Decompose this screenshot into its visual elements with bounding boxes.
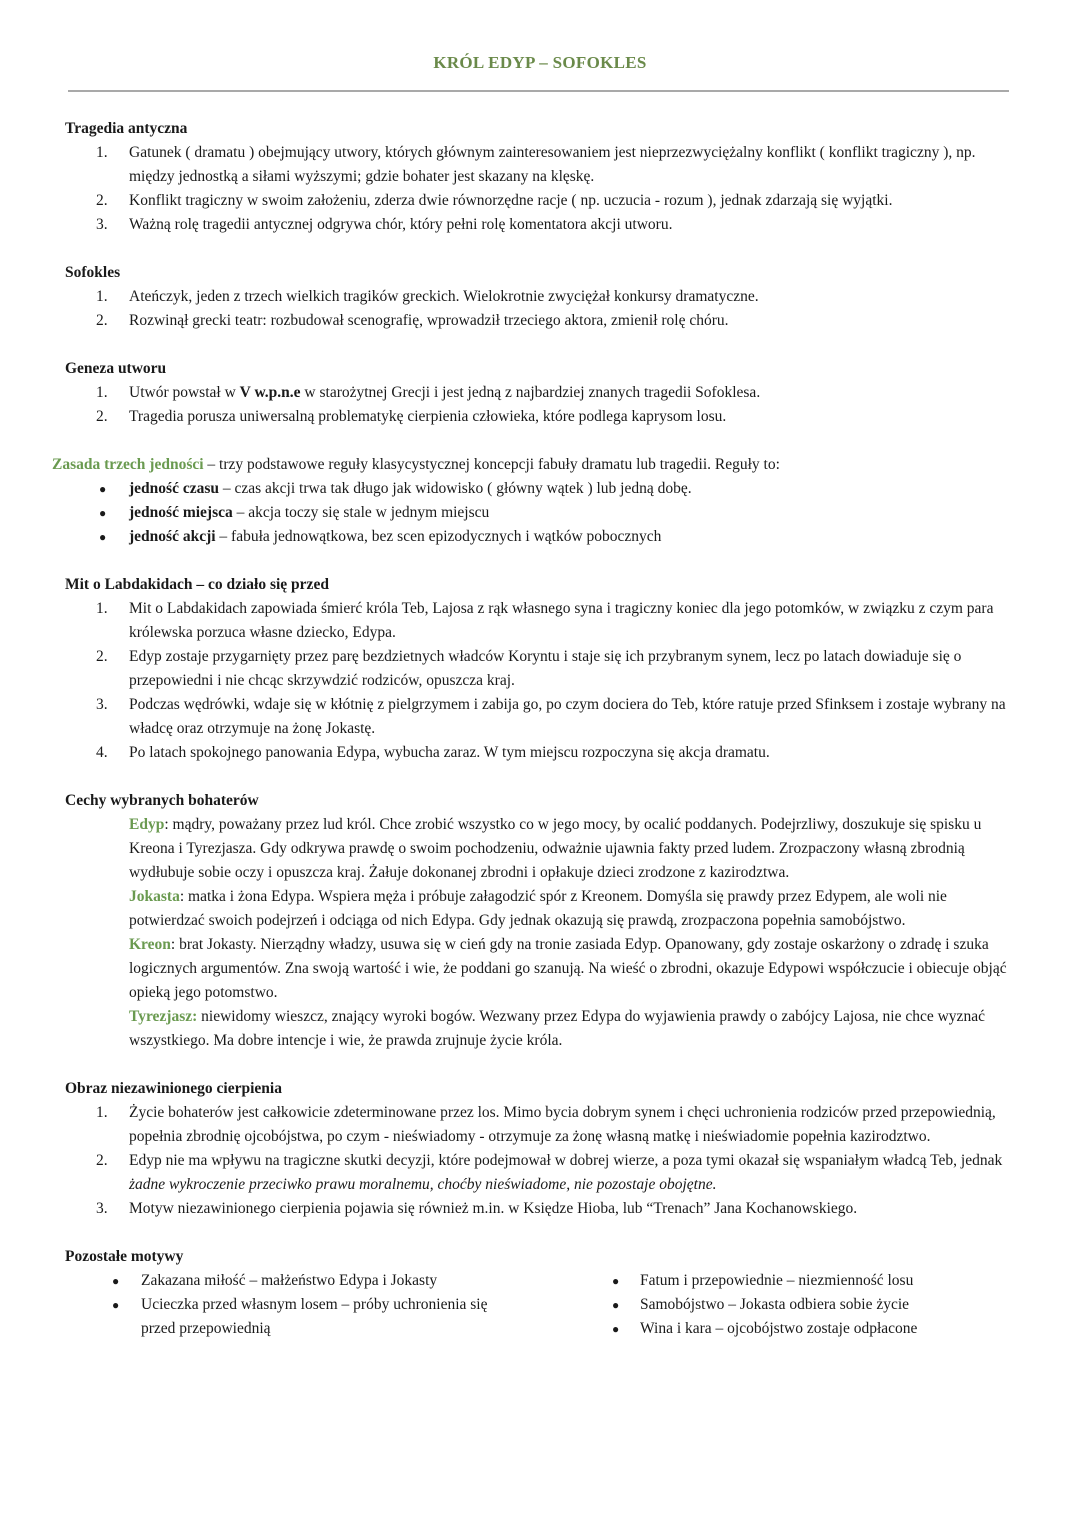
list-item: ● Samobójstwo – Jokasta odbiera sobie życie xyxy=(612,1296,910,1313)
list-item: ● jedność czasu – czas akcji trwa tak długo jak widowisko ( główny wątek ) lub jedną dobę. xyxy=(99,480,692,497)
list-item: ● jedność akcji – fabuła jednowątkowa, bez scen epizodycznych i wątków pobocznych xyxy=(99,528,662,545)
list-item: ● Ucieczka przed własnym losem – próby uchronienia się przed przepowiednią xyxy=(112,1296,488,1337)
list-item: 1. Gatunek ( dramatu ) obejmujący utwory, których głównym zainteresowaniem jest nieprzezwyciężalny konflikt ( konflikt tragiczny ), np. między jednostką a siłami wyższymi; gdzie bohater jest skazany na klęskę. xyxy=(96,144,976,185)
character-edyp: Edyp: mądry, poważany przez lud król. Chce zrobić wszystko co w jego mocy, by ocalić poddanych. Podejrzliwy, doszukuje się spisku u Kreona i Tyrezjasza. Gdy odkrywa prawdę o swoim pochodzeniu, odważnie ujawnia fakty przed ludem. Zrozpaczony własną zbrodnią wydłubuje sobie oczy i opuszcza kraj. Żałuje dokonanej zbrodni i opłakuje dzieci zrodzone z kazirodztwa. xyxy=(129,816,982,881)
character-kreon: Kreon: brat Jokasty. Nierządny władzy, usuwa się w cień gdy na tronie zasiada Edyp. Opanowany, gdy zostaje oskarżony o zdradę i szuka logicznych argumentów. Zna swoją wartość i wie, że poddani go szanują. Na wieść o zbrodni, okazuje Edypowi współczucie i obiecuje objąć opieką jego potomstwo. xyxy=(129,936,1007,1001)
section-geneza xyxy=(0,357,1080,429)
list-item: 1. Utwór powstał w V w.p.n.e w starożytnej Grecji i jest jedną z najbardziej znanych tragedii Sofoklesa. xyxy=(96,384,761,401)
list-item: ● jedność miejsca – akcja toczy się stale w jednym miejscu xyxy=(99,504,490,521)
section-heading: Cechy wybranych bohaterów xyxy=(65,792,259,809)
section-heading: Tragedia antyczna xyxy=(65,120,188,137)
section-sofokles xyxy=(0,261,1080,333)
list-item: 1. Ateńczyk, jeden z trzech wielkich tragików greckich. Wielokrotnie zwyciężał konkursy dramatyczne. xyxy=(96,288,759,305)
list-item: 2. Edyp zostaje przygarnięty przez parę bezdzietnych władców Koryntu i staje się ich przybranym synem, lecz po latach dowiaduje się o przepowiedni i nie chcąc skrzywdzić rodziców, opuszcza kraj. xyxy=(96,648,962,689)
list-item: 2. Tragedia porusza uniwersalną problematykę cierpienia człowieka, które podlega kaprysom losu. xyxy=(96,408,727,425)
motywy-left-column xyxy=(0,1269,500,1341)
list-item: ● Zakazana miłość – małżeństwo Edypa i Jokasty xyxy=(112,1272,438,1289)
list-item: 2. Edyp nie ma wpływu na tragiczne skutki decyzji, które podejmował w dobrej wierze, a poza tymi okazał się wspaniałym władcą Teb, jednak żadne wykroczenie przeciwko prawu moralnemu, choćby nieświadome, nie pozostaje obojętne. xyxy=(96,1152,1003,1193)
section-heading: Mit o Labdakidach – co działo się przed xyxy=(65,576,329,593)
section-cechy xyxy=(0,789,1080,1053)
list-item: ● Wina i kara – ojcobójstwo zostaje odpłacone xyxy=(612,1320,918,1337)
list-item: 3. Podczas wędrówki, wdaje się w kłótnię z pielgrzymem i zabija go, po czym dociera do Teb, które ratuje przed Sfinksem i zostaje wybrany na władcę oraz otrzymuje na żonę Jokastę. xyxy=(96,696,1006,737)
section-zasada xyxy=(0,453,1080,549)
zasada-term: Zasada trzech jedności xyxy=(52,456,204,473)
section-heading: Obraz niezawinionego cierpienia xyxy=(65,1080,282,1097)
document-title: KRÓL EDYP – SOFOKLES xyxy=(433,53,647,72)
list-item: 1. Mit o Labdakidach zapowiada śmierć króla Teb, Lajosa z rąk własnego syna i tragiczny koniec dla jego potomków, w związku z czym para królewska porzuca własne dziecko, Edypa. xyxy=(96,600,994,641)
document-content xyxy=(0,117,1080,1365)
section-mit xyxy=(0,573,1080,765)
section-heading: Geneza utworu xyxy=(65,360,167,377)
character-tyrezjasz: Tyrezjasz: niewidomy wieszcz, znający wyroki bogów. Wezwany przez Edypa do wyjawienia prawdy o zabójcy Lajosa, nie chce wyznać wszystkiego. Ma dobre intencje i wie, że prawda zrujnuje życie króla. xyxy=(129,1008,985,1049)
motywy-right-column xyxy=(500,1269,920,1341)
character-jokasta: Jokasta: matka i żona Edypa. Wspiera męża i próbuje załagodzić spór z Kreonem. Domyśla się prawdy przez Edypem, ale woli nie potwierdzać swoich podejrzeń i odciąga od nich Edypa. Gdy jednak okazują się prawdą, zrozpaczona popełnia samobójstwo. xyxy=(129,888,947,929)
list-item: 3. Ważną rolę tragedii antycznej odgrywa chór, który pełni rolę komentatora akcji utworu. xyxy=(96,216,673,233)
list-item: 2. Rozwinął grecki teatr: rozbudował scenografię, wprowadził trzeciego aktora, zmienił rolę chóru. xyxy=(96,312,729,329)
section-motywy xyxy=(0,1245,1080,1341)
zasada-intro: Zasada trzech jedności – trzy podstawowe reguły klasycystycznej koncepcji fabuły dramatu lub tragedii. Reguły to: xyxy=(52,456,780,473)
list-item: 3. Motyw niezawinionego cierpienia pojawia się również m.in. w Księdze Hioba, lub “Trenach” Jana Kochanowskiego. xyxy=(96,1200,858,1217)
list-item: 2. Konflikt tragiczny w swoim założeniu, zderza dwie równorzędne racje ( np. uczucia - rozum ), jednak zdarzają się wyjątki. xyxy=(96,192,893,209)
section-obraz xyxy=(0,1077,1080,1221)
section-heading: Pozostałe motywy xyxy=(65,1248,184,1265)
section-tragedia xyxy=(0,117,1080,237)
title-divider xyxy=(68,90,1009,92)
list-item: 4. Po latach spokojnego panowania Edypa, wybucha zaraz. W tym miejscu rozpoczyna się akcja dramatu. xyxy=(96,744,770,761)
motywy-columns xyxy=(0,1269,1080,1341)
list-item: 1. Życie bohaterów jest całkowicie zdeterminowane przez los. Mimo bycia dobrym synem i chęci uchronienia rodziców przed przepowiednią, popełnia zbrodnię ojcobójstwa, po czym - nieświadomy - otrzymuje za żonę własną matkę i nieświadomie popełnia kazirodztwo. xyxy=(96,1104,996,1145)
section-heading: Sofokles xyxy=(65,264,121,281)
list-item: ● Fatum i przepowiednie – niezmienność losu xyxy=(612,1272,914,1289)
